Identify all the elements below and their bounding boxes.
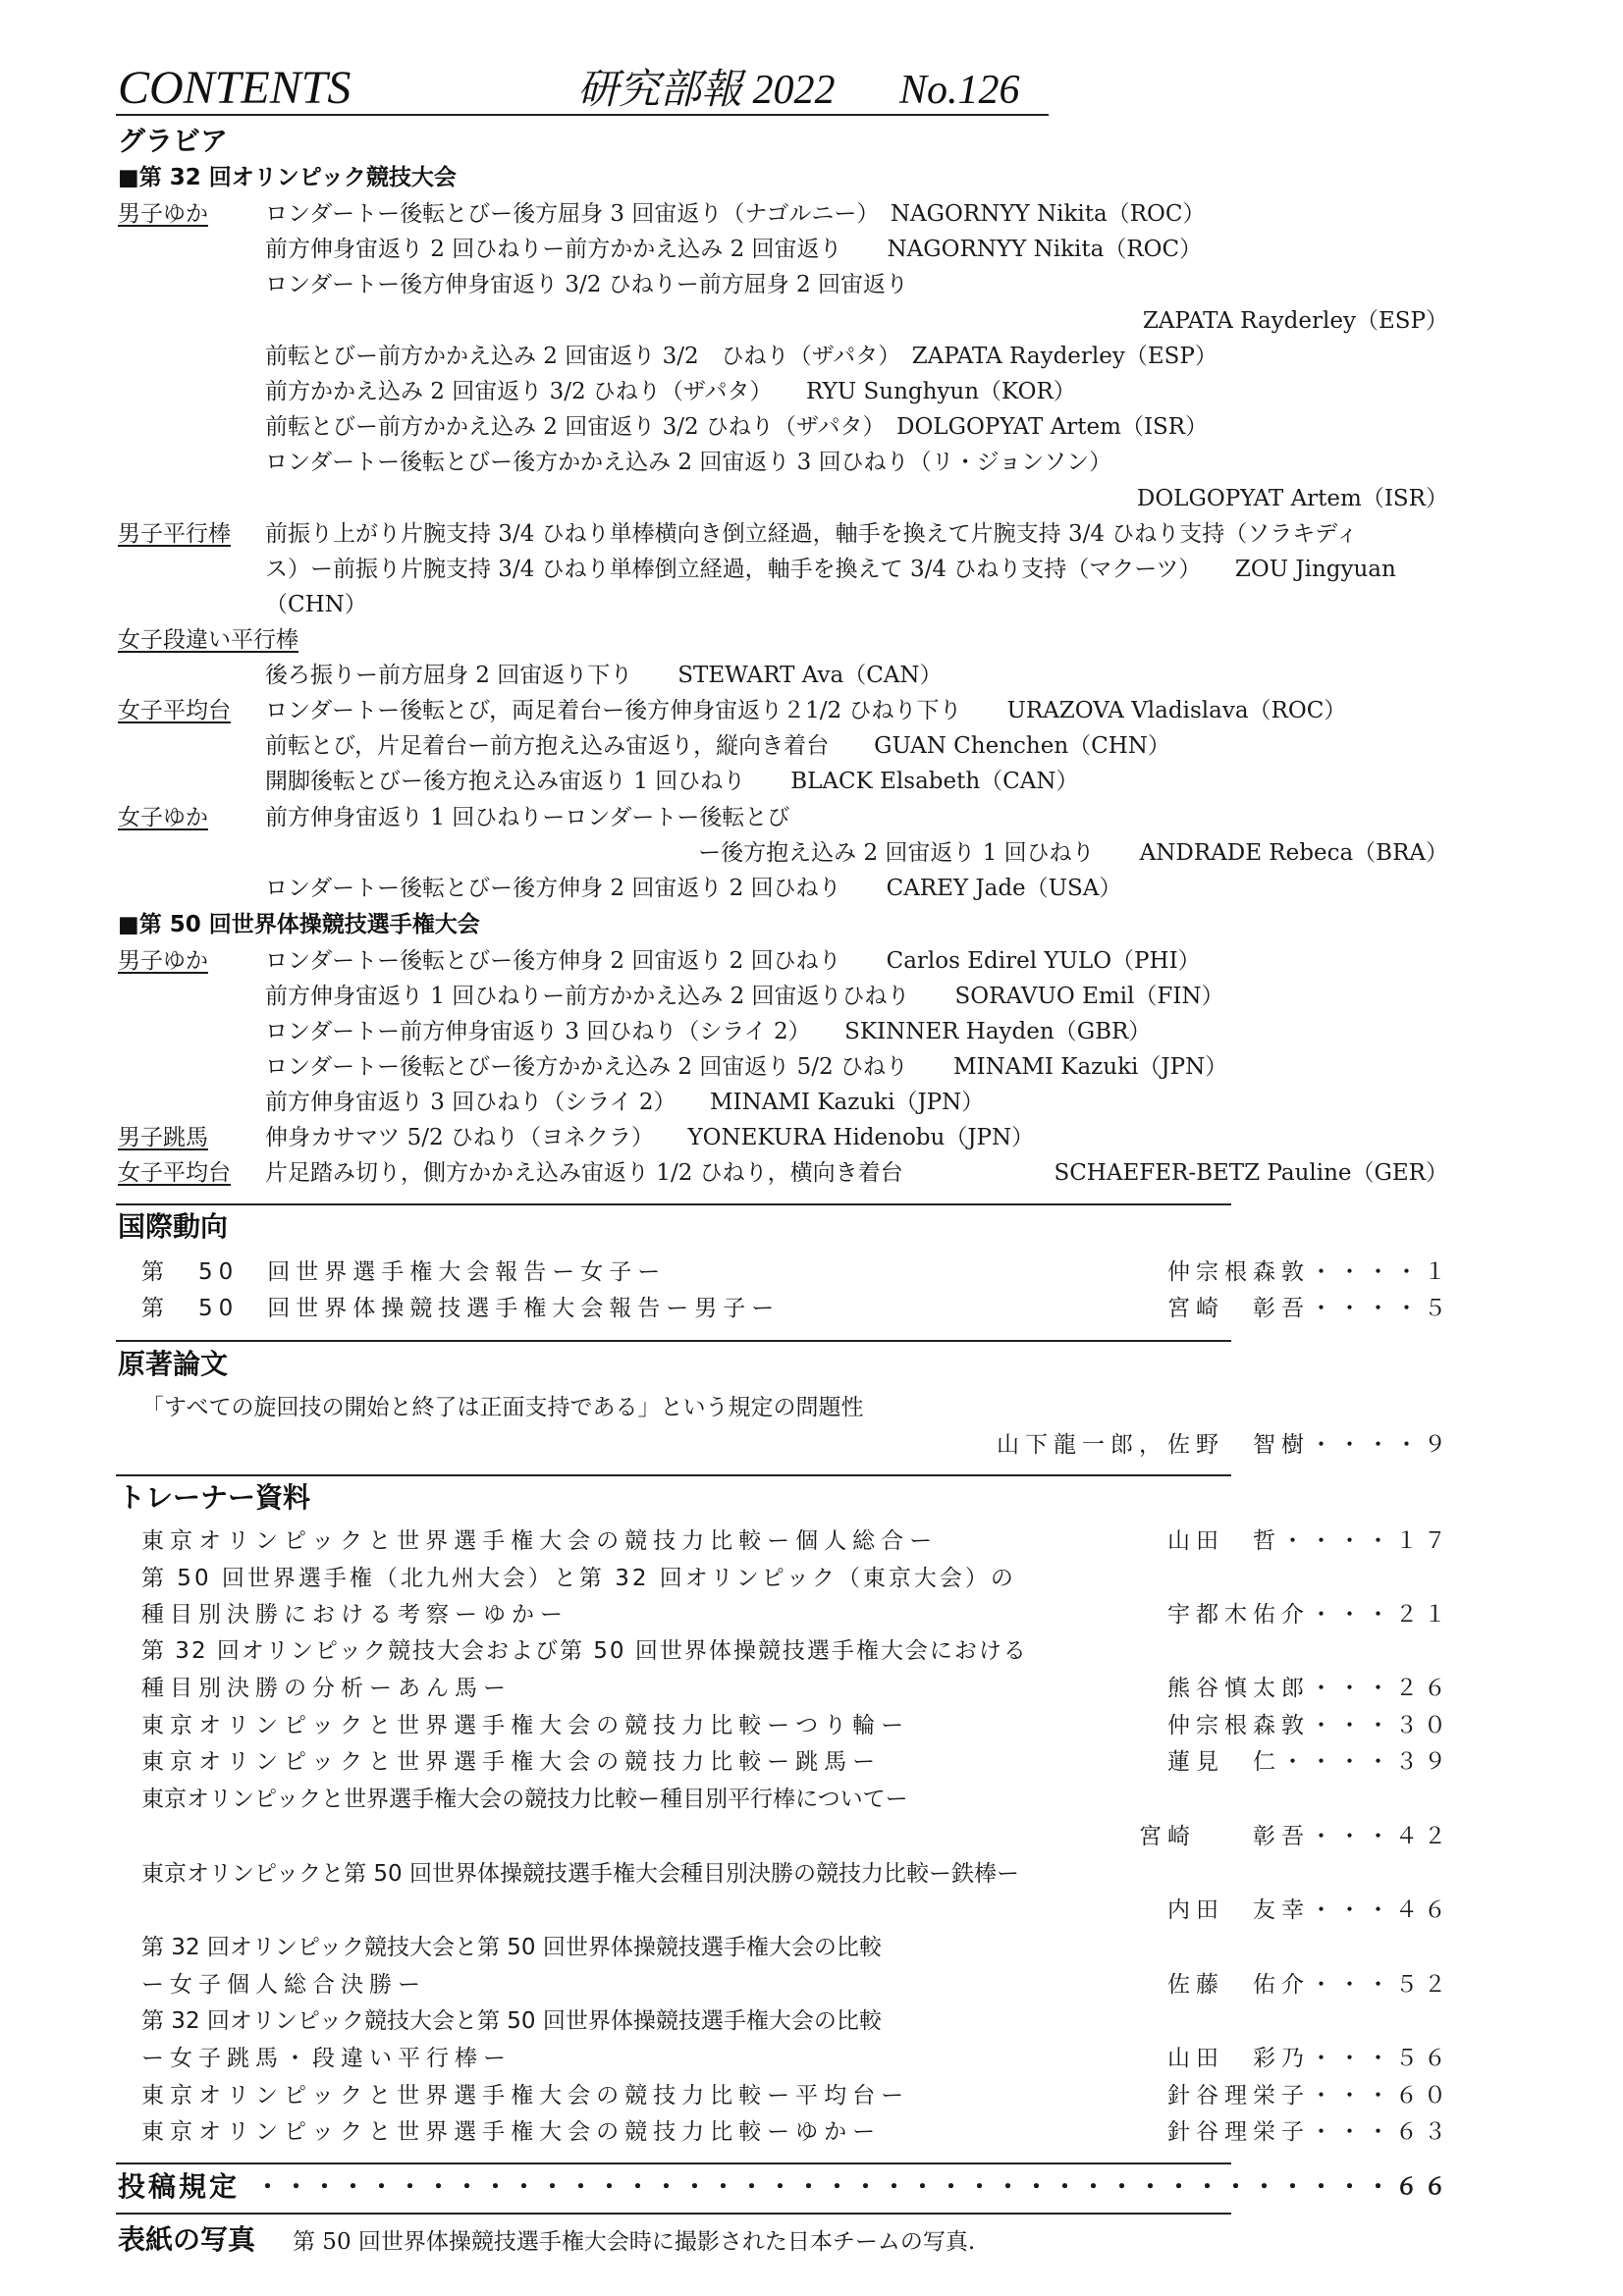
- olympics-pb-line-2: ス）ー前振り片腕支持 3/4 ひねり単棒倒立経過，軸手を換えて 3/4 ひねり支持（マクーツ） ZOU Jingyuan: [265, 557, 1396, 582]
- trainer-heading: トレーナー資料: [118, 1481, 311, 1514]
- trainer-row-7-author: 蓮見 仁・・・・３９: [1167, 1749, 1452, 1775]
- olympics-wfx-label: 女子ゆか: [118, 805, 208, 830]
- olympics-mfx-label: 男子ゆか: [118, 201, 208, 227]
- paper-title: 「すべての旋回技の開始と終了は正面支持である」という規定の問題性: [141, 1395, 864, 1420]
- trainer-row-7-title: 東京オリンピックと世界選手権大会の競技力比較ー跳馬ー: [141, 1749, 882, 1775]
- olympics-mfx-line-6: 前転とびー前方かかえ込み 2 回宙返り 3/2 ひねり（ザパタ） DOLGOPYAT Artem（ISR）: [265, 414, 1209, 440]
- worlds-bb-label: 女子平均台: [118, 1160, 231, 1186]
- olympics-mfx-line-4: 前転とびー前方かかえ込み 2 回宙返り 3/2 ひねり（ザパタ） ZAPATA Rayderley（ESP）: [265, 344, 1217, 369]
- worlds-mfx-line-2: 前方伸身宙返り 1 回ひねりー前方かかえ込み 2 回宙返りひねり SORAVUO Emil（FIN）: [265, 984, 1224, 1009]
- submission-heading: 投稿規定: [118, 2170, 241, 2203]
- olympics-ub-label: 女子段違い平行棒: [118, 627, 298, 653]
- olympics-wfx-line-1: 前方伸身宙返り 1 回ひねりーロンダートー後転とび: [265, 805, 790, 830]
- section-rule: [116, 2163, 1231, 2164]
- olympics-bb-line-3: 開脚後転とびー後方抱え込み宙返り 1 回ひねり BLACK Elsabeth（CAN）: [265, 769, 1079, 794]
- worlds-bb-line-1a: 片足踏み切り，側方かかえ込み宙返り 1/2 ひねり，横向き着台: [265, 1160, 903, 1186]
- gravure-heading: グラビア: [118, 125, 229, 157]
- olympics-mfx-line-3a: ロンダートー後方伸身宙返り 3/2 ひねりー前方屈身 2 回宙返り: [265, 272, 908, 297]
- trainer-row-12-title: 第 32 回オリンピック競技大会と第 50 回世界体操競技選手権大会の比較: [141, 1935, 882, 1960]
- olympics-pb-line-3: （CHN）: [265, 592, 367, 617]
- olympics-subheading: ■第 32 回オリンピック競技大会: [118, 165, 457, 190]
- olympics-bb-line-1: ロンダートー後転とび，両足着台ー後方伸身宙返り２1/2 ひねり下り URAZOVA Vladislava（ROC）: [265, 698, 1347, 723]
- trainer-row-2-title: 第 50 回世界選手権（北九州大会）と第 32 回オリンピック（東京大会）の: [141, 1566, 1016, 1591]
- trainer-row-14-title: 第 32 回オリンピック競技大会と第 50 回世界体操競技選手権大会の比較: [141, 2008, 882, 2034]
- cover-caption: 第 50 回世界体操競技選手権大会時に撮影された日本チームの写真.: [293, 2229, 976, 2255]
- cover-heading: 表紙の写真: [118, 2223, 256, 2256]
- worlds-bb-line-1b: SCHAEFER-BETZ Pauline（GER）: [1054, 1160, 1448, 1186]
- international-item-2-title: 第 50 回世界体操競技選手権大会報告ー男子ー: [141, 1296, 781, 1321]
- contents-heading: CONTENTS: [118, 62, 352, 114]
- olympics-bb-label: 女子平均台: [118, 698, 231, 723]
- olympics-pb-line-1: 前振り上がり片腕支持 3/4 ひねり単棒横向き倒立経過，軸手を換えて片腕支持 3/4 ひねり支持（ソラキディ: [265, 521, 1359, 547]
- submission-page-dots: ・・・・・・・・・・・・・・・・・・・・・・・・・・・・・・・・・・・・・・・・６６: [256, 2174, 1452, 2200]
- paper-author: 山下龍一郎，佐野 智樹・・・・９: [997, 1432, 1452, 1458]
- section-rule: [116, 1340, 1231, 1342]
- worlds-mfx-line-3: ロンダートー前方伸身宙返り 3 回ひねり（シライ 2） SKINNER Hayden（GBR）: [265, 1019, 1152, 1044]
- trainer-row-10-title: 東京オリンピックと第 50 回世界体操競技選手権大会種目別決勝の競技力比較ー鉄棒ー: [141, 1861, 1019, 1887]
- trainer-row-17-author: 針谷理栄子・・・６３: [1167, 2119, 1452, 2145]
- trainer-row-16-title: 東京オリンピックと世界選手権大会の競技力比較ー平均台ー: [141, 2083, 910, 2109]
- trainer-row-9-author: 宮崎 彰吾・・・４２: [1139, 1824, 1452, 1849]
- trainer-row-6-author: 仲宗根森敦・・・３０: [1167, 1713, 1452, 1738]
- international-item-2-author: 宮崎 彰吾・・・・５: [1167, 1296, 1452, 1321]
- worlds-mfx-line-4: ロンダートー後転とびー後方かかえ込み 2 回宙返り 5/2 ひねり MINAMI Kazuki（JPN）: [265, 1054, 1228, 1080]
- olympics-mfx-line-7a: ロンダートー後転とびー後方かかえ込み 2 回宙返り 3 回ひねり（リ・ジョンソン）: [265, 450, 1112, 475]
- olympics-pb-label: 男子平行棒: [118, 521, 231, 547]
- trainer-row-11-author: 内田 友幸・・・４６: [1167, 1897, 1452, 1923]
- section-rule: [116, 1474, 1231, 1476]
- section-rule: [116, 2213, 1231, 2215]
- trainer-row-1-title: 東京オリンピックと世界選手権大会の競技力比較ー個人総合ー: [141, 1528, 939, 1554]
- trainer-row-13-author: 佐藤 佑介・・・５２: [1167, 1972, 1452, 1998]
- olympics-ub-line-1: 後ろ振りー前方屈身 2 回宙返り下り STEWART Ava（CAN）: [265, 663, 943, 688]
- olympics-mfx-line-3b: ZAPATA Rayderley（ESP）: [1142, 308, 1448, 334]
- worlds-mfx-line-1: ロンダートー後転とびー後方伸身 2 回宙返り 2 回ひねり Carlos Edirel YULO（PHI）: [265, 948, 1201, 974]
- worlds-subheading: ■第 50 回世界体操競技選手権大会: [118, 912, 480, 937]
- trainer-row-4-title: 第 32 回オリンピック競技大会および第 50 回世界体操競技選手権大会における: [141, 1638, 1028, 1664]
- international-item-1-author: 仲宗根森敦・・・・１: [1167, 1259, 1452, 1285]
- olympics-mfx-line-1: ロンダートー後転とびー後方屈身 3 回宙返り（ナゴルニー） NAGORNYY Nikita（ROC）: [265, 201, 1206, 227]
- olympics-mfx-line-5: 前方かかえ込み 2 回宙返り 3/2 ひねり（ザパタ） RYU Sunghyun（KOR）: [265, 379, 1076, 404]
- papers-heading: 原著論文: [118, 1348, 229, 1380]
- trainer-row-3-title: 種目別決勝における考察ーゆかー: [141, 1602, 568, 1628]
- trainer-row-13-title: ー女子個人総合決勝ー: [141, 1972, 426, 1998]
- issue-number: No.126: [899, 68, 1020, 113]
- international-item-1-title: 第 50 回世界選手権大会報告ー女子ー: [141, 1259, 667, 1285]
- section-rule: [116, 1203, 1231, 1205]
- worlds-vt-label: 男子跳馬: [118, 1125, 208, 1150]
- olympics-bb-line-2: 前転とび，片足着台ー前方抱え込み宙返り，縦向き着台 GUAN Chenchen（CHN）: [265, 733, 1170, 759]
- olympics-wfx-line-2: ー後方抱え込み 2 回宙返り 1 回ひねり ANDRADE Rebeca（BRA）: [698, 840, 1448, 866]
- trainer-row-3-author: 宇都木佑介・・・２１: [1167, 1602, 1452, 1628]
- trainer-row-16-author: 針谷理栄子・・・６０: [1167, 2083, 1452, 2109]
- international-heading: 国際動向: [118, 1210, 229, 1243]
- journal-title: 研究部報 2022: [577, 68, 836, 113]
- trainer-row-8-title: 東京オリンピックと世界選手権大会の競技力比較ー種目別平行棒についてー: [141, 1787, 908, 1812]
- trainer-row-15-author: 山田 彩乃・・・５６: [1167, 2046, 1452, 2071]
- olympics-wfx-line-3: ロンダートー後転とびー後方伸身 2 回宙返り 2 回ひねり CAREY Jade（USA）: [265, 876, 1122, 901]
- trainer-row-17-title: 東京オリンピックと世界選手権大会の競技力比較ーゆかー: [141, 2119, 882, 2145]
- trainer-row-1-author: 山田 哲・・・・１７: [1167, 1528, 1452, 1554]
- trainer-row-5-title: 種目別決勝の分析ーあん馬ー: [141, 1676, 512, 1701]
- trainer-row-5-author: 熊谷慎太郎・・・２６: [1167, 1676, 1452, 1701]
- worlds-mfx-line-5: 前方伸身宙返り 3 回ひねり（シライ 2） MINAMI Kazuki（JPN）: [265, 1090, 985, 1115]
- header-underline: [116, 114, 1049, 116]
- olympics-mfx-line-2: 前方伸身宙返り 2 回ひねりー前方かかえ込み 2 回宙返り NAGORNYY Nikita（ROC）: [265, 237, 1203, 262]
- worlds-vt-line-1: 伸身カサマツ 5/2 ひねり（ヨネクラ） YONEKURA Hidenobu（JPN）: [265, 1125, 1035, 1150]
- trainer-row-6-title: 東京オリンピックと世界選手権大会の競技力比較ーつり輪ー: [141, 1713, 910, 1738]
- trainer-row-15-title: ー女子跳馬・段違い平行棒ー: [141, 2046, 512, 2071]
- olympics-mfx-line-7b: DOLGOPYAT Artem（ISR）: [1136, 486, 1448, 511]
- worlds-mfx-label: 男子ゆか: [118, 948, 208, 974]
